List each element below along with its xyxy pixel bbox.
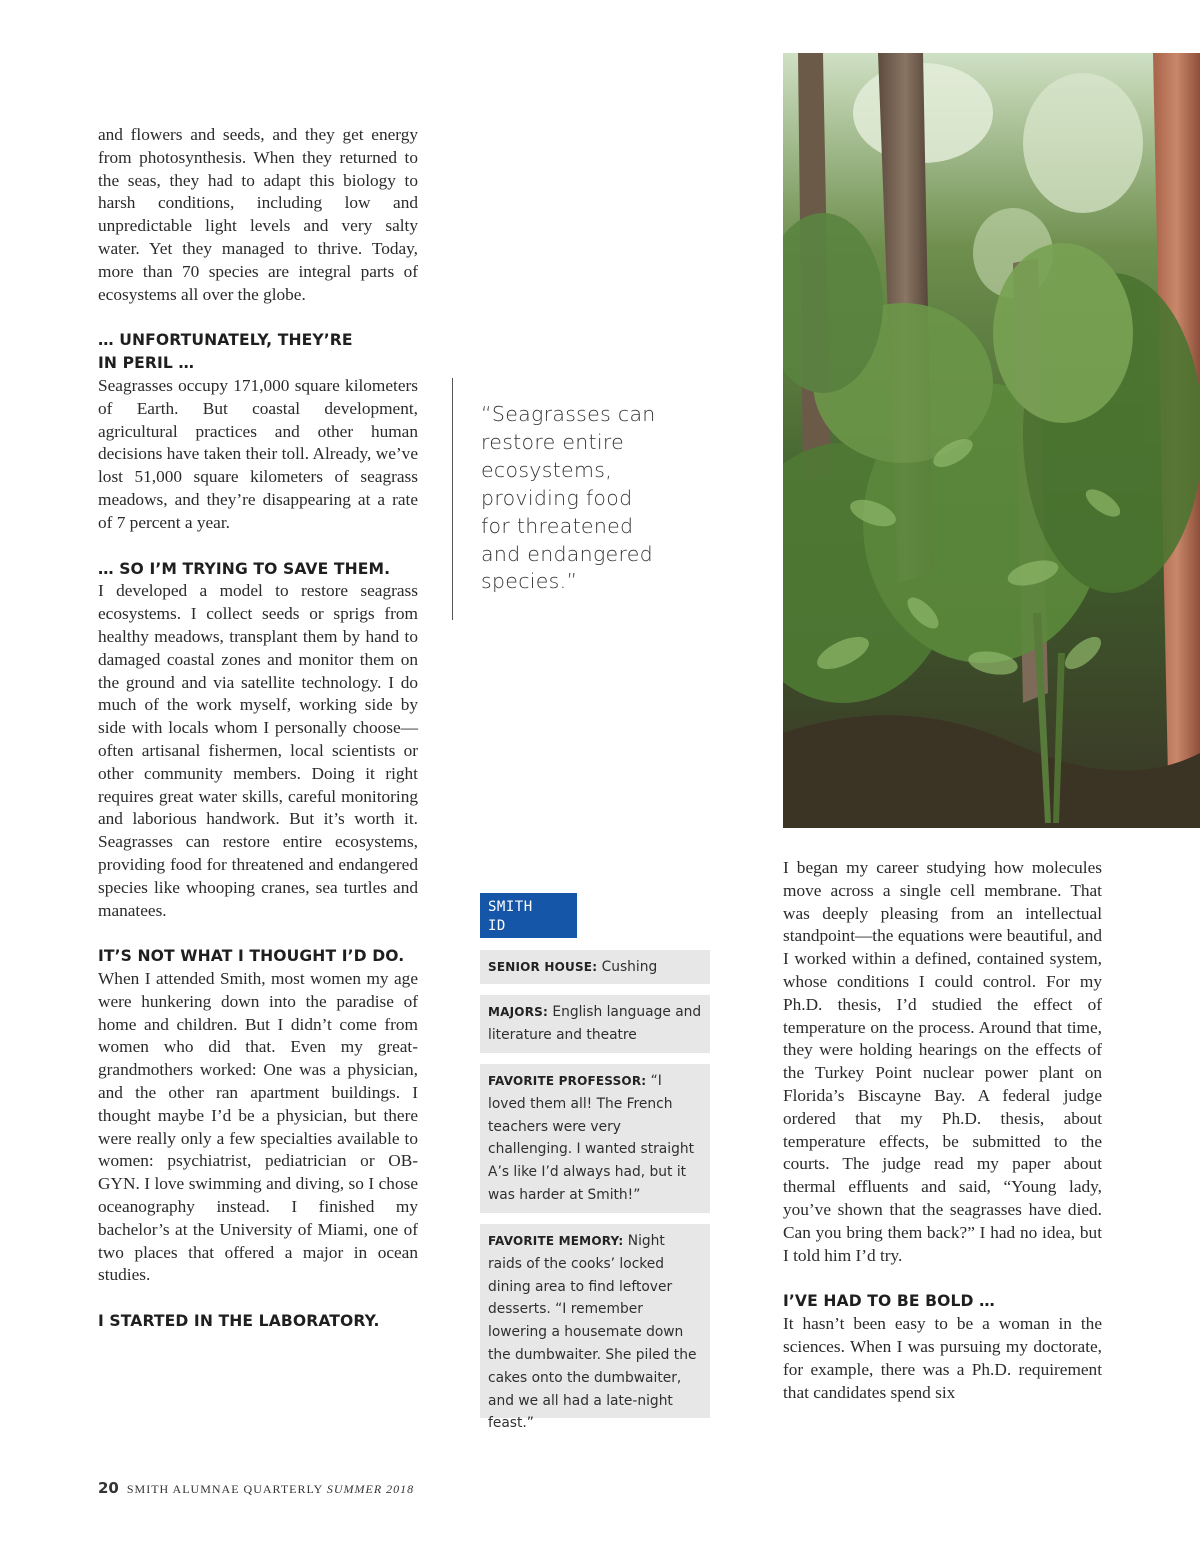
page-footer (98, 1479, 414, 1497)
body-paragraph: Seagrasses occupy 171,000 square kilometers of Earth. But coastal development, agricultural practices and other human decisions have taken their toll. Already, we’ve lost 51,000 square kilometers of seagrass meadows, and they’re disappearing at a rate of 7 percent a year. (98, 375, 418, 532)
pull-quote (481, 401, 681, 596)
pull-quote-rule (452, 378, 453, 620)
majors-label: MAJORS: (488, 1005, 548, 1019)
forest-photo (783, 53, 1200, 828)
page-number: 20 (98, 1479, 119, 1497)
section-heading: I’VE HAD TO BE BOLD … (783, 1292, 995, 1311)
smith-id-tag-line: ID (488, 918, 506, 934)
pull-quote-line: providing food (481, 485, 633, 510)
section-heading: … SO I’M TRYING TO SAVE THEM. (98, 559, 391, 578)
pull-quote-line: ecosystems, (481, 457, 613, 482)
body-paragraph: I began my career studying how molecules move across a single cell membrane. That was deeply pleasing from an intellectual standpoint—the equations were beautiful, and I worked within a defined, contained system, whose conditions I could control. For my Ph.D. thesis, I’d studied the effect of temperature on the process. Around that time, they were holding hearings on the effects of the Turkey Point nuclear power plant on Florida’s Biscayne Bay. A federal judge ordered that my Ph.D. thesis, about temperature effects, be submitted to the courts. The judge read my paper about thermal effluents and said, “Young lady, you’ve shown that the seagrasses have died. Can you bring them back?” I had no idea, but I told him I’d try. (783, 858, 1102, 1265)
section-heading (98, 329, 418, 375)
pull-quote-line: and endangered (481, 541, 653, 566)
majors-value: English language and literature and theatre (488, 1004, 702, 1043)
issue-date: SUMMER 2018 (326, 1482, 415, 1496)
section-heading: IT’S NOT WHAT I THOUGHT I’D DO. (98, 947, 405, 966)
section-heading: I STARTED IN THE LABORATORY. (98, 1312, 380, 1331)
pull-quote-line: species.” (481, 569, 578, 594)
favorite-memory-label: FAVORITE MEMORY: (488, 1234, 624, 1248)
favorite-professor-value: “I loved them all! The French teachers were very challenging. I wanted straight A’s like I’d always had, but it was harder at Smith!” (488, 1073, 694, 1203)
senior-house-label: SENIOR HOUSE: (488, 960, 598, 974)
left-article-column (98, 124, 418, 1333)
section-heading-line: … UNFORTUNATELY, THEY’RE (98, 331, 353, 350)
favorite-professor-label: FAVORITE PROFESSOR: (488, 1074, 647, 1088)
senior-house-value: Cushing (601, 959, 658, 975)
pull-quote-line: “Seagrasses can (481, 402, 656, 426)
section-heading-line: IN PERIL … (98, 354, 195, 373)
right-article-column (783, 857, 1102, 1404)
body-paragraph: I developed a model to restore seagrass ecosystems. I collect seeds or sprigs from healthy meadows, transplant them by hand to damaged coastal zones and monitor them on the ground and via satellite technology. I do much of the work myself, working side by side with locals whom I personally choose—often artisanal fishermen, local scientists or other community members. Doing it right requires great water skills, careful monitoring and laborious handwork. But it’s worth it. Seagrasses can restore entire ecosystems, providing food for threatened and endangered species like whooping cranes, sea turtles and manatees. (98, 581, 418, 920)
body-paragraph: It hasn’t been easy to be a woman in the sciences. When I was pursuing my doctorate, for example, there was a Ph.D. requirement that candidates spend six (783, 1314, 1102, 1402)
body-paragraph: and flowers and seeds, and they get energy from photosynthesis. When they returned to the seas, they had to adapt this biology to harsh conditions, including low and unpredictable light levels and very salty water. Yet they managed to thrive. Today, more than 70 species are integral parts of ecosystems all over the globe. (98, 125, 418, 304)
smith-id-tag (480, 893, 577, 938)
body-paragraph: When I attended Smith, most women my age were hunkering down into the paradise of home and children. But I didn’t come from women who did that. Even my great-grandmothers worked: One was a physician, and the other ran apartment buildings. I thought maybe I’d be a physician, but there were really only a few specialties available to women: psychiatrist, pediatrician or OB-GYN. I love swimming and diving, so I chose oceanography instead. I finished my bachelor’s at the University of Miami, one of two places that offered a major in ocean studies. (98, 969, 418, 1285)
pull-quote-line: for threatened (481, 513, 634, 538)
publication-name: SMITH ALUMNAE QUARTERLY (126, 1482, 323, 1496)
smith-id-tag-line: SMITH (488, 899, 533, 915)
senior-house-box (480, 950, 710, 984)
majors-box (480, 995, 710, 1053)
favorite-memory-value: Night raids of the cooks’ locked dining area to find leftover desserts. “I remember lowering a housemate down the dumbwaiter. She piled the cakes onto the dumbwaiter, and we all had a late-night feast.” (488, 1233, 697, 1432)
pull-quote-line: restore entire (481, 429, 625, 454)
favorite-memory-box (480, 1224, 710, 1432)
favorite-professor-box (480, 1064, 710, 1213)
